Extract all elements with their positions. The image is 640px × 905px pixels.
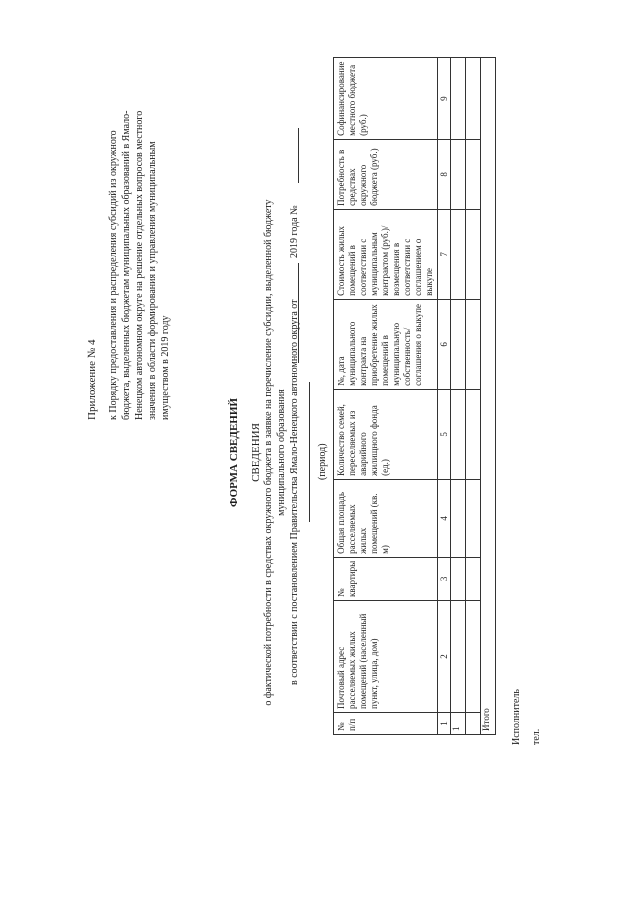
header-cell: Общая площадь расселяемых жилых помещений (кв. м) — [334, 479, 438, 557]
basis-text: в соответствии с постановлением Правительства Ямало-Ненецкого автономного округа от — [289, 299, 300, 685]
table-cell — [451, 58, 466, 139]
table-cell — [451, 601, 466, 713]
document-title: СВЕДЕНИЯ — [250, 423, 262, 482]
phone-label: тел. — [531, 728, 542, 745]
row-number-cell: 1 — [451, 713, 466, 735]
appendix-number: Приложение № 4 — [86, 339, 98, 420]
document-subtitle-line-1: о фактической потребности в средствах окружного бюджета в заявке на перечисление субсидии, выделенной бюджету — [263, 199, 274, 706]
column-number-cell: 4 — [438, 479, 451, 557]
table-cell — [451, 299, 466, 389]
header-cell: № п/п — [334, 713, 438, 735]
table-row — [451, 58, 466, 735]
table-total-row — [481, 58, 496, 735]
document-subtitle-line-2: муниципального образования — [276, 389, 287, 516]
column-number-cell: 3 — [438, 557, 451, 600]
header-cell: Стоимость жилых помещений в соответствии с муниципальным контрактом (руб.)/ возмещения в соответствии с соглашением о выкупе — [334, 209, 438, 299]
header-cell: Почтовый адрес расселяемых жилых помещений (населенный пункт, улица, дом) — [334, 601, 438, 713]
column-number-cell: 1 — [438, 713, 451, 735]
period-label: (период) — [317, 443, 328, 480]
header-cell: Потребность в средствах окружного бюджета (руб.) — [334, 139, 438, 209]
total-label-cell: Итого — [481, 58, 496, 735]
column-number-cell: 9 — [438, 58, 451, 139]
table-column-number-row — [438, 58, 451, 735]
number-blank-field — [287, 128, 299, 183]
table-cell — [466, 389, 481, 479]
year-number-text: 2019 года № — [289, 205, 300, 258]
header-cell: №, дата муниципального контракта на приобретение жилых помещений в муниципальную собственность/ соглашения о выкупе — [334, 299, 438, 389]
form-title: ФОРМА СВЕДЕНИЙ — [228, 398, 240, 507]
table-cell — [451, 209, 466, 299]
table-cell — [466, 58, 481, 139]
table-cell — [466, 601, 481, 713]
date-blank-field — [287, 263, 299, 363]
period-blank-line — [309, 382, 310, 522]
table-header-row — [334, 58, 438, 735]
table-cell — [466, 479, 481, 557]
table-cell — [466, 209, 481, 299]
column-number-cell: 2 — [438, 601, 451, 713]
header-cell: Софинансирование местного бюджета (руб.) — [334, 58, 438, 139]
column-number-cell: 5 — [438, 389, 451, 479]
table-cell — [451, 389, 466, 479]
table-cell — [451, 557, 466, 600]
table-cell — [466, 139, 481, 209]
executor-label: Исполнитель — [511, 689, 522, 745]
table-cell — [466, 713, 481, 735]
header-cell: Количество семей, переселяемых из аварийного жилищного фонда (ед.) — [334, 389, 438, 479]
data-table — [333, 57, 496, 735]
header-cell: № квартиры — [334, 557, 438, 600]
table-cell — [466, 299, 481, 389]
table-cell — [451, 479, 466, 557]
table-cell — [466, 557, 481, 600]
column-number-cell: 6 — [438, 299, 451, 389]
column-number-cell: 7 — [438, 209, 451, 299]
table-cell — [451, 139, 466, 209]
column-number-cell: 8 — [438, 139, 451, 209]
appendix-block — [85, 110, 172, 420]
table-row — [466, 58, 481, 735]
appendix-text: к Порядку предоставления и распределения субсидий из окружного бюджета, выделенных бюджетам муниципальных образований в Ямало-Ненецком автономном округе на решение отдельных вопросов местного значения в области формирования и управления муниципальным имуществом в 2019 году — [108, 110, 171, 420]
